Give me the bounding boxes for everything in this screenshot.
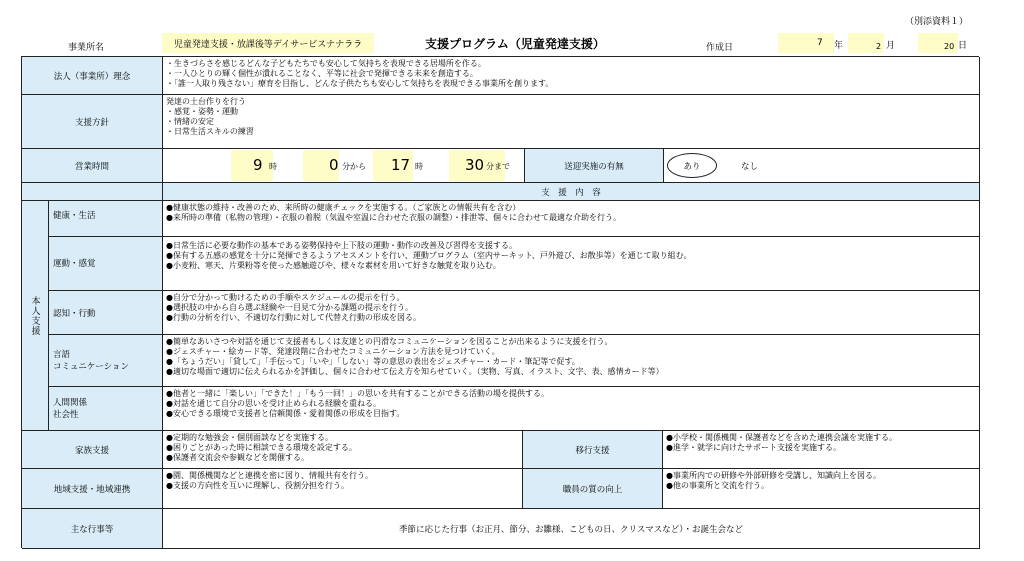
community-support-text: [163, 469, 523, 509]
policy-line: ・情緒の安定: [166, 117, 214, 126]
support-line: ●園、関係機関などと連携を密に図り、情報共有を行う。: [166, 471, 373, 480]
hour-unit: 時: [269, 162, 277, 171]
content-header-blank: [22, 183, 163, 201]
support-line: ●進学・就学に向けたサポート支援を実施する。: [666, 443, 841, 452]
support-line: ●自分で分かって動けるための手順やスケジュールの提示を行う。: [166, 293, 405, 302]
policy-line: 発達の土台作りを行う: [166, 97, 246, 106]
end-hour-unit: 時: [415, 162, 423, 171]
year-value: 7: [817, 38, 823, 48]
start-min-value: 0: [329, 156, 339, 174]
community-support-label: 地域支援・地域連携: [22, 469, 163, 509]
transport-label: 送迎実施の有無: [524, 149, 664, 182]
support-line: ●保護者交流会や参観などを開催する。: [166, 453, 309, 462]
support-line: ●安心できる環境で支援者と信頼関係・愛着関係の形成を目指す。: [166, 409, 405, 418]
start-hour-field: [231, 150, 273, 181]
year-unit: 年: [834, 41, 844, 51]
document-note: （別添資料１）: [905, 17, 969, 27]
staff-quality-text: [663, 469, 980, 509]
support-line: ●事業所内での研修や外部研修を受講し、知識向上を図る。: [666, 471, 881, 480]
office-name-value: 児童発達支援・放課後等デイサービスナナララ: [162, 33, 374, 53]
page-title: 支援プログラム（児童発達支援）: [425, 37, 605, 51]
transport-option-no: なし: [741, 162, 759, 172]
motor-sensory-label: 運動・感覚: [49, 237, 163, 291]
support-line: ●他の事業所と交流を行う。: [666, 481, 769, 490]
day-value: 20: [944, 42, 955, 51]
social-relations-label: 人間関係 社会性: [49, 387, 163, 431]
support-line: ●行動の分析を行い、不適切な行動に対して代替え行動の形成を図る。: [166, 313, 421, 322]
policy-label: 支援方針: [22, 95, 163, 149]
year-field: [778, 33, 834, 53]
philosophy-line: ・生きづらさを感じるどんな子どもたちでも安心して気持ちを表現できる居場所を作る。: [166, 59, 486, 68]
support-line: ●他者と一緒に「楽しい」「できた！」「もう一回！」の思いを共有することができる活動の場を提供する。: [166, 389, 549, 398]
motor-sensory-text: [163, 237, 980, 291]
month-value: 2: [876, 42, 882, 51]
support-program-table: [21, 56, 979, 548]
content-header: 支 援 内 容: [163, 183, 980, 201]
philosophy-label: 法人（事業所）理念: [22, 57, 163, 95]
cognition-behavior-text: [163, 291, 980, 335]
cognition-behavior-label: 認知・行動: [49, 291, 163, 335]
transport-option-yes: あり: [667, 153, 717, 178]
min-from-text: 分から: [342, 162, 366, 171]
support-line: ●日常生活に必要な動作の基本である姿勢保持や上下肢の運動・動作の改善及び習得を支援する。: [166, 241, 517, 250]
support-line: ●選択肢の中から自ら選ぶ経験や一目見て分かる課題の提示を行う。: [166, 303, 413, 312]
policy-text: [163, 95, 980, 149]
min-until-text: 分まで: [486, 162, 510, 171]
support-line: ●簡単なあいさつや対話を通じて支援者もしくは友達との円滑なコミュニケーションを図ることが出来るように支援を行う。: [166, 337, 613, 346]
support-line: ●来所時の準備（私物の管理）・衣服の着脱（気温や室温に合わせた衣服の調整）・排泄等、個々に合わせて最適な介助を行う。: [166, 213, 621, 222]
self-support-label: 本人支援: [22, 201, 49, 431]
language-communication-label: 言語 コミュニケーション: [49, 335, 163, 387]
main-events-label: 主な行事等: [22, 509, 163, 549]
support-line: ●定期的な勉強会・個別面談などを実施する。: [166, 433, 333, 442]
language-communication-text: [163, 335, 980, 387]
support-line: ●ジェスチャー・絵カード等、発達段階に合わせたコミュニケーション方法を見つけていく。: [166, 347, 500, 356]
support-line: ●小麦粉、寒天、片栗粉等を使った感触遊びや、様々な素材を用いて好きな触覚を取り込む。: [166, 261, 501, 270]
month-unit: 月: [886, 41, 896, 51]
philosophy-text: [163, 57, 980, 95]
end-hour-value: 17: [391, 156, 411, 174]
policy-line: ・日常生活スキルの練習: [166, 127, 254, 136]
hours-label: 営業時間: [22, 149, 163, 183]
hours-row: [163, 149, 980, 183]
office-name-label: 事業所名: [68, 43, 105, 53]
support-line: ●対話を通じて自分の思いを受け止められる経験を重ねる。: [166, 399, 381, 408]
health-life-label: 健康・生活: [49, 201, 163, 237]
support-line: ●困りごとがあった時に相談できる環境を設定する。: [166, 443, 357, 452]
health-life-text: [163, 201, 980, 237]
policy-line: ・感覚・姿勢・運動: [166, 107, 238, 116]
end-min-value: 30: [465, 156, 485, 174]
staff-quality-label: 職員の質の向上: [523, 469, 663, 509]
support-line: ●健康状態の維持・改善のため、来所時の健康チェックを実施する。（ご家族との情報共有を含む）: [166, 203, 521, 212]
day-unit: 日: [958, 41, 968, 51]
created-date-label: 作成日: [706, 43, 734, 53]
transition-support-text: [663, 431, 980, 469]
philosophy-line: ・「誰一人取り残さない」療育を目指し、どんな子供たちも安心して気持ちを表現できる事業所を創ります。: [166, 79, 554, 88]
philosophy-line: ・一人ひとりの輝く個性が潰れることなく、平等に社会で発揮できる未来を創造する。: [166, 69, 478, 78]
support-line: ●保有する五感の感覚を十分に発揮できるようアセスメントを行い、運動プログラム（室内サーキット、戸外遊び、お散歩等）を通じて取り組む。: [166, 251, 692, 260]
support-line: ●小学校・関係機関・保護者などを含めた連携会議を実施する。: [666, 433, 897, 442]
start-hour-value: 9: [253, 156, 263, 174]
support-line: ●適切な場面で適切に伝えられるかを評価し、個々に合わせて伝え方を知らせていく。（実物、写真、イラスト、文字、表、感情カード等）: [166, 367, 664, 376]
support-line: ●支援の方向性を互いに理解し、役割分担を行う。: [166, 481, 349, 490]
family-support-label: 家族支援: [22, 431, 163, 469]
transition-support-label: 移行支援: [523, 431, 663, 469]
main-events-text: 季節に応じた行事（お正月、節分、お雛様、こどもの日、クリスマスなど）・お誕生会など: [163, 509, 980, 549]
social-relations-text: [163, 387, 980, 431]
support-line: ●「ちょうだい」「貸して」「手伝って」「いや」「しない」等の意思の表出をジェスチャー・カード・筆記等で促す。: [166, 357, 580, 366]
family-support-text: [163, 431, 523, 469]
